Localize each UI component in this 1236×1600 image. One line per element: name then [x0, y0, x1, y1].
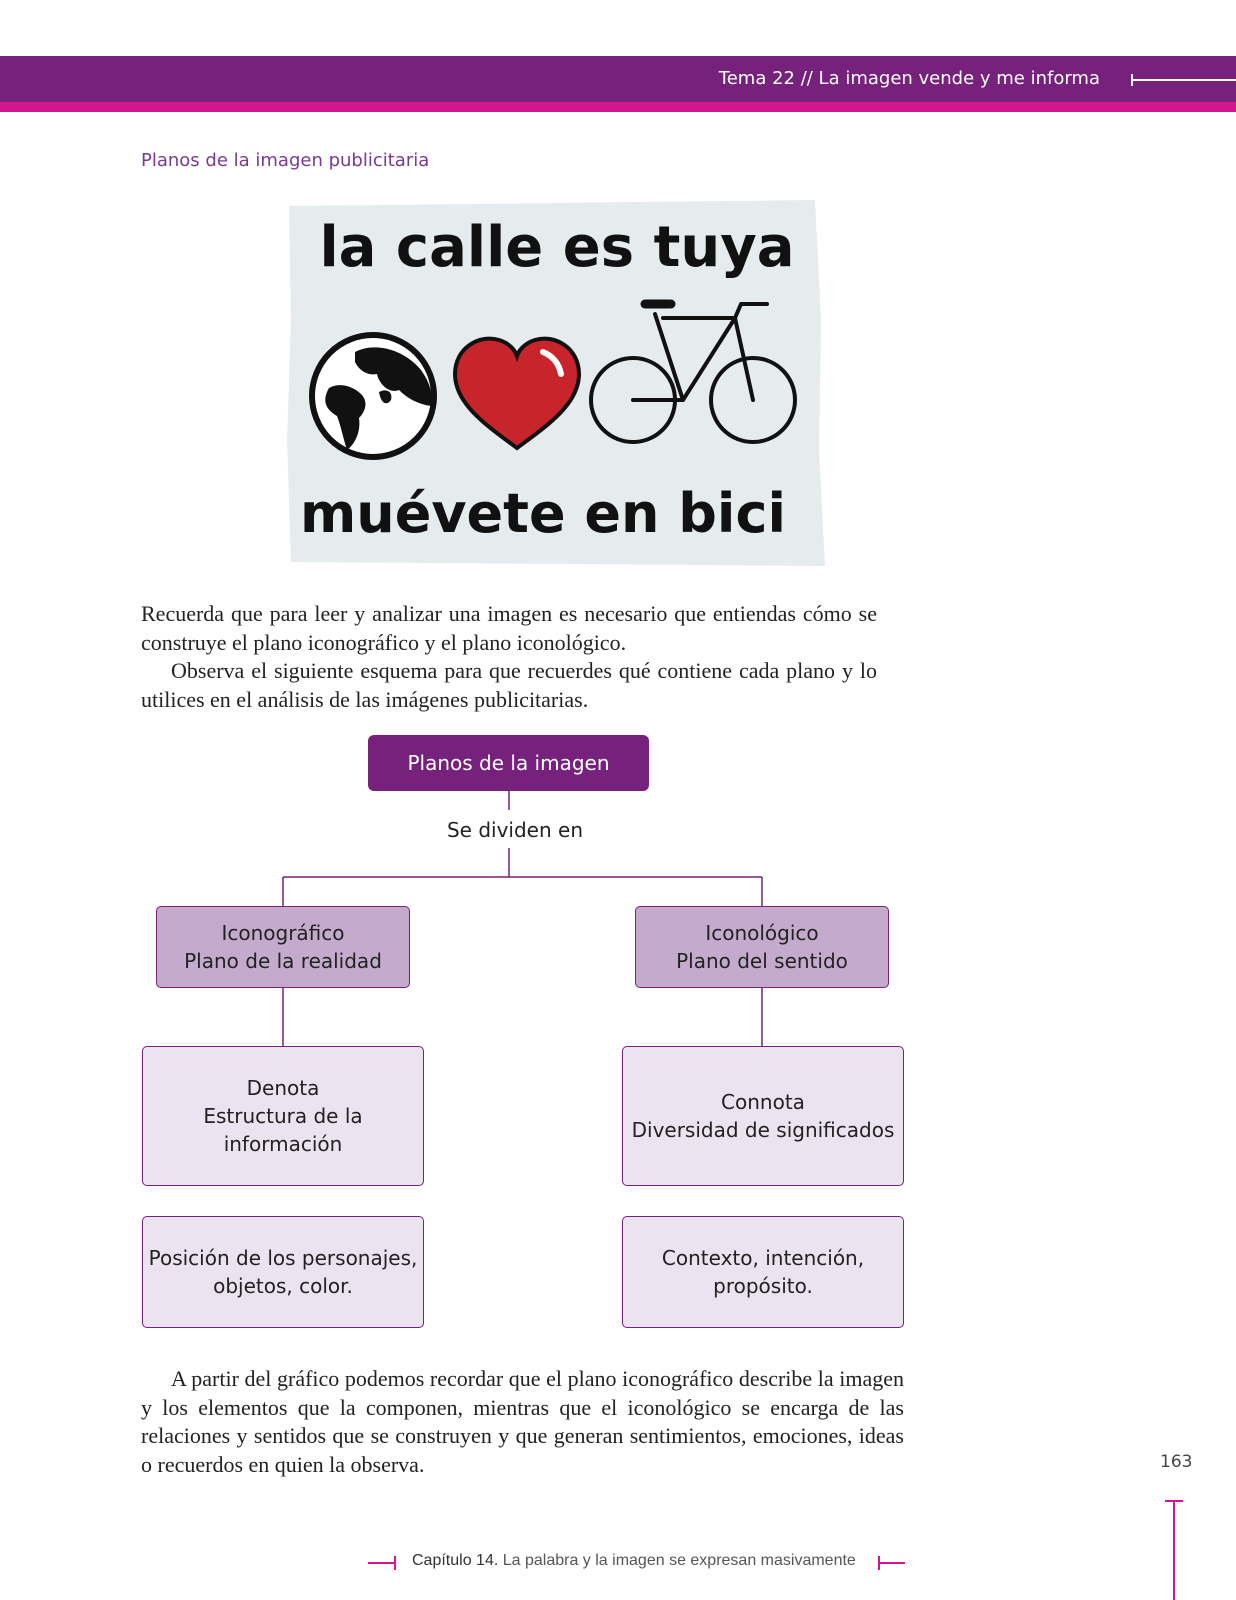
page-number: 163	[1160, 1452, 1193, 1472]
iconografico-examples-line1: Posición de los personajes,	[148, 1246, 418, 1270]
diagram-root-box	[368, 735, 649, 791]
iconologico-examples-box	[622, 1216, 904, 1328]
iconografico-examples-line2: objetos, color.	[213, 1274, 353, 1298]
connota-subtitle: Diversidad de significados	[631, 1118, 895, 1142]
iconologico-examples-line1: Contexto, intención,	[661, 1246, 865, 1270]
header-stripe	[0, 102, 1236, 112]
footer-chapter: Capítulo 14.	[412, 1552, 499, 1569]
denota-box	[142, 1046, 424, 1186]
denota-subtitle: Estructura de la información	[203, 1104, 363, 1156]
diagram-connector-label: Se dividen en	[446, 818, 583, 842]
iconologico-subtitle: Plano del sentido	[676, 949, 848, 973]
side-rule	[1173, 1500, 1175, 1600]
iconografico-title: Iconográfico	[221, 921, 345, 945]
page-header-title: Tema 22 // La imagen vende y me informa	[718, 68, 1100, 89]
iconologico-examples-line2: propósito.	[713, 1274, 813, 1298]
footer-rule-right	[878, 1562, 905, 1564]
section-subtitle: Planos de la imagen publicitaria	[141, 150, 430, 171]
footer-tick-left	[394, 1556, 396, 1570]
intro-paragraph-1: Recuerda que para leer y analizar una imagen es necesario que entiendas cómo se construye el plano iconográfico y el plano iconológico.	[141, 601, 877, 655]
diagram-root-label: Planos de la imagen	[407, 751, 610, 775]
footer-rule-left	[368, 1562, 395, 1564]
denota-title: Denota	[246, 1076, 320, 1100]
intro-paragraph-2: Observa el siguiente esquema para que recuerdes qué contiene cada plano y lo utilices en el análisis de las imágenes publicitarias.	[141, 658, 877, 712]
header-rule	[1131, 79, 1236, 81]
page-footer	[368, 1550, 908, 1574]
poster-headline: la calle es tuya	[319, 215, 795, 280]
footer-text	[412, 1552, 856, 1570]
iconologico-title: Iconológico	[705, 921, 819, 945]
iconografico-box	[156, 906, 410, 988]
connota-title: Connota	[721, 1090, 805, 1114]
iconografico-examples-box	[142, 1216, 424, 1328]
globe-icon	[312, 335, 434, 457]
iconografico-subtitle: Plano de la realidad	[184, 949, 382, 973]
footer-title: La palabra y la imagen se expresan masivamente	[502, 1552, 856, 1569]
connota-box	[622, 1046, 904, 1186]
poster-graphic	[285, 200, 829, 568]
bike-poster	[285, 200, 829, 568]
poster-tagline: muévete en bici	[300, 482, 786, 545]
conclusion-paragraph: A partir del gráfico podemos recordar que el plano iconográfico describe la imagen y los elementos que la componen, mientras que el iconológico se encarga de las relaciones y sentidos que se construyen y que generan sentimientos, emociones, ideas o recuerdos en quien la observa.	[141, 1366, 904, 1477]
iconologico-box	[635, 906, 889, 988]
